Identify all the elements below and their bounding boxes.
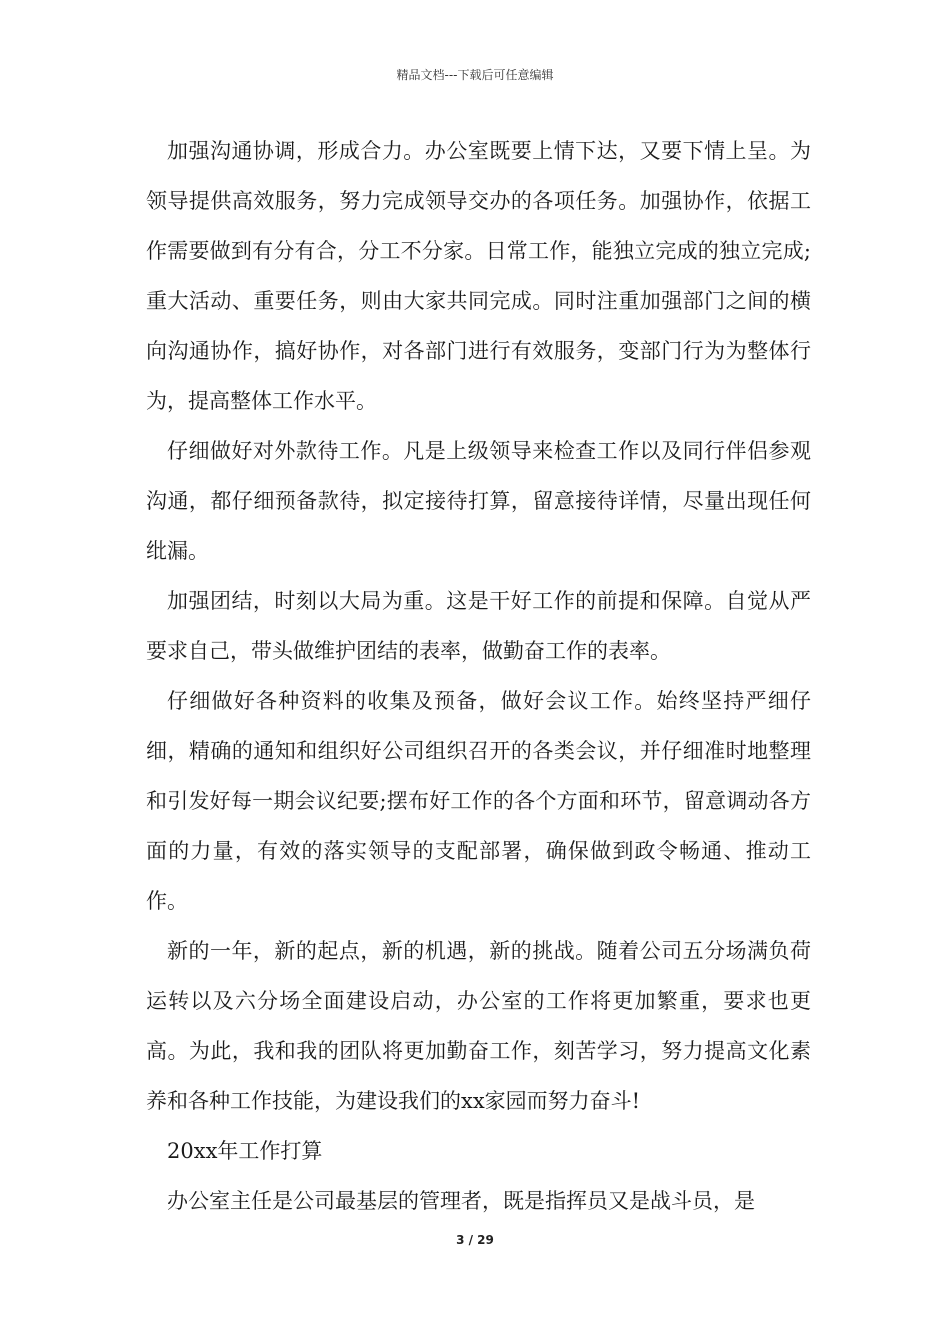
paragraph-reception: 仔细做好对外款待工作。凡是上级领导来检查工作以及同行伴侣参观沟通，都仔细预备款待，拟定接待打算，留意接待详情，尽量出现任何纰漏。 — [146, 439, 811, 563]
paragraph-meetings: 仔细做好各种资料的收集及预备，做好会议工作。始终坚持严细仔细，精确的通知和组织好公司组织召开的各类会议，并仔细准时地整理和引发好每一期会议纪要;摆布好工作的各个方面和环节，留意调动各方面的力量，有效的落实领导的支配部署，确保做到政令畅通、推动工作。 — [146, 689, 811, 913]
page-number: 3 / 29 — [456, 1233, 494, 1247]
paragraph-unity: 加强团结，时刻以大局为重。这是干好工作的前提和保障。自觉从严要求自己，带头做维护团结的表率，做勤奋工作的表率。 — [146, 589, 811, 663]
paragraph-new-year: 新的一年，新的起点，新的机遇，新的挑战。随着公司五分场满负荷运转以及六分场全面建设启动，办公室的工作将更加繁重，要求也更高。为此，我和我的团队将更加勤奋工作，刻苦学习，努力提高文化素养和各种工作技能，为建设我们的xx家园而努力奋斗! — [146, 939, 811, 1113]
paragraph-communication: 加强沟通协调，形成合力。办公室既要上情下达，又要下情上呈。为领导提供高效服务，努力完成领导交办的各项任务。加强协作，依据工作需要做到有分有合，分工不分家。日常工作，能独立完成的独立完成;重大活动、重要任务，则由大家共同完成。同时注重加强部门之间的横向沟通协作，搞好协作，对各部门进行有效服务，变部门行为为整体行为，提高整体工作水平。 — [146, 139, 811, 413]
section-heading: 20xx年工作打算 — [167, 1139, 323, 1163]
document-body — [146, 126, 811, 1226]
paragraph-office-director: 办公室主任是公司最基层的管理者，既是指挥员又是战斗员，是 — [167, 1189, 755, 1213]
page-header: 精品文档---下载后可任意编辑 — [396, 68, 554, 82]
